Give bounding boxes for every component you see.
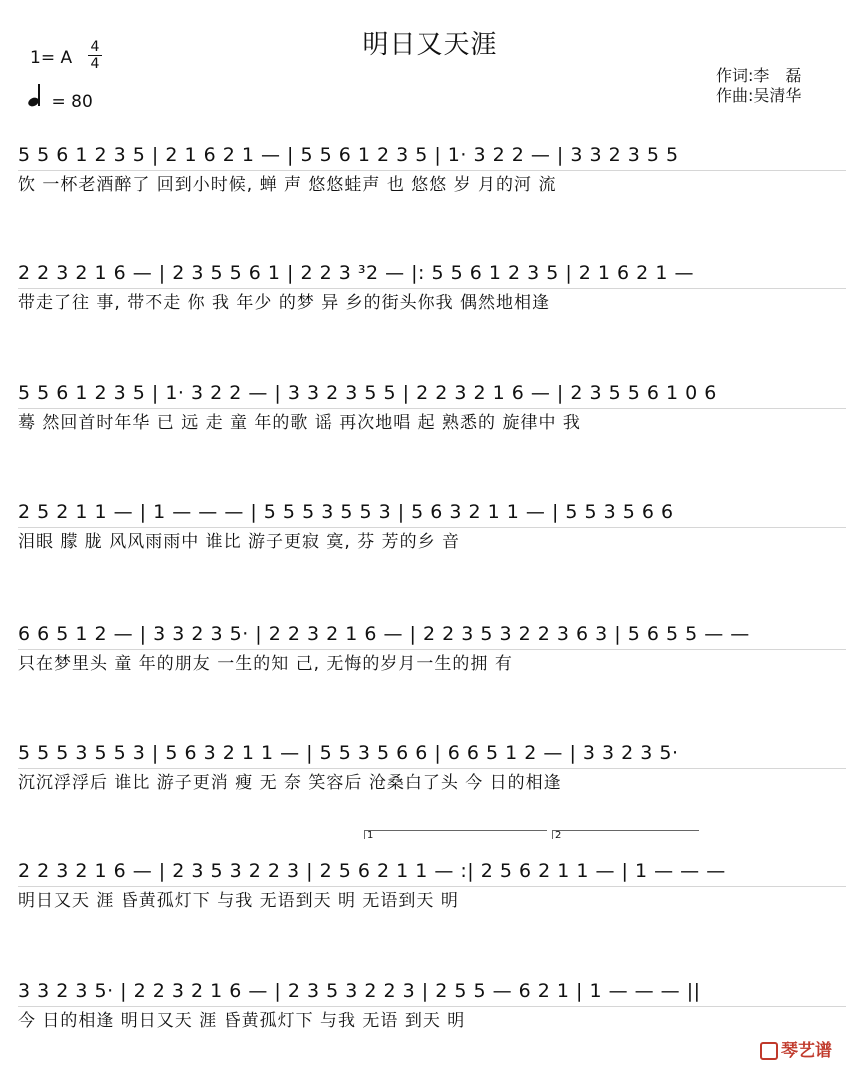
song-title: 明日又天涯 [362, 30, 498, 60]
first-ending-bracket: 1 [364, 830, 547, 839]
lyrics-line: 带走了往 事, 带不走 你 我 年少 的梦 异 乡的街头你我 偶然地相逢 [18, 293, 551, 313]
notation-line: 2 2 3 2 1 6 — | 2 3 5 5 6 1 | 2 2 3 ³2 — |: 5 5 6 1 2 3 5 | 2 1 6 2 1 — [18, 258, 846, 289]
notation-line: 2 2 3 2 1 6 — | 2 3 5 3 2 2 3 | 2 5 6 2 1 1 — :| 2 5 6 2 1 1 — | 1 — — — [18, 856, 846, 887]
lyrics-line: 蓦 然回首时年华 已 远 走 童 年的歌 谣 再次地唱 起 熟悉的 旋律中 我 [18, 413, 581, 433]
tempo-value: = 80 [51, 92, 93, 112]
notation-line: 5 5 5 3 5 5 3 | 5 6 3 2 1 1 — | 5 5 3 5 6 6 | 6 6 5 1 2 — | 3 3 2 3 5· [18, 738, 846, 769]
logo-icon [760, 1042, 778, 1060]
notation-line: 2 5 2 1 1 — | 1 — — — | 5 5 5 3 5 5 3 | 5 6 3 2 1 1 — | 5 5 3 5 6 6 [18, 497, 846, 528]
lyrics-line: 沉沉浮浮后 谁比 游子更消 瘦 无 奈 笑容后 沧桑白了头 今 日的相逢 [18, 773, 562, 793]
key-signature: 1= A [30, 48, 73, 68]
watermark-logo [760, 1036, 832, 1061]
notation-line: 3 3 2 3 5· | 2 2 3 2 1 6 — | 2 3 5 3 2 2 3 | 2 5 5 — 6 2 1 | 1 — — — || [18, 976, 846, 1007]
lyricist-credit: 作词:李 磊 [716, 66, 802, 85]
lyrics-line: 只在梦里头 童 年的朋友 一生的知 己, 无悔的岁月一生的拥 有 [18, 654, 513, 674]
watermark-text: 琴艺谱 [781, 1041, 832, 1061]
time-signature-top: 4 [90, 39, 100, 55]
time-signature [88, 40, 102, 71]
composer-credit: 作曲:吴清华 [716, 86, 802, 105]
lyrics-line: 饮 一杯老酒醉了 回到小时候, 蝉 声 悠悠蛙声 也 悠悠 岁 月的河 流 [18, 175, 557, 195]
lyrics-line: 泪眼 朦 胧 风风雨雨中 谁比 游子更寂 寞, 芬 芳的乡 音 [18, 532, 461, 552]
notation-line: 5 5 6 1 2 3 5 | 1· 3 2 2 — | 3 3 2 3 5 5 | 2 2 3 2 1 6 — | 2 3 5 5 6 1 0 6 [18, 378, 846, 409]
notation-line: 6 6 5 1 2 — | 3 3 2 3 5· | 2 2 3 2 1 6 — | 2 2 3 5 3 2 2 3 6 3 | 5 6 5 5 — — [18, 619, 846, 650]
time-signature-bottom: 4 [90, 56, 100, 72]
second-ending-bracket: 2 [552, 830, 699, 839]
tempo-marking [28, 90, 93, 112]
lyrics-line: 今 日的相逢 明日又天 涯 昏黄孤灯下 与我 无语 到天 明 [18, 1011, 466, 1031]
notation-line: 5 5 6 1 2 3 5 | 2 1 6 2 1 — | 5 5 6 1 2 3 5 | 1· 3 2 2 — | 3 3 2 3 5 5 [18, 140, 846, 171]
quarter-note-stem [38, 84, 40, 106]
lyrics-line: 明日又天 涯 昏黄孤灯下 与我 无语到天 明 无语到天 明 [18, 891, 459, 911]
